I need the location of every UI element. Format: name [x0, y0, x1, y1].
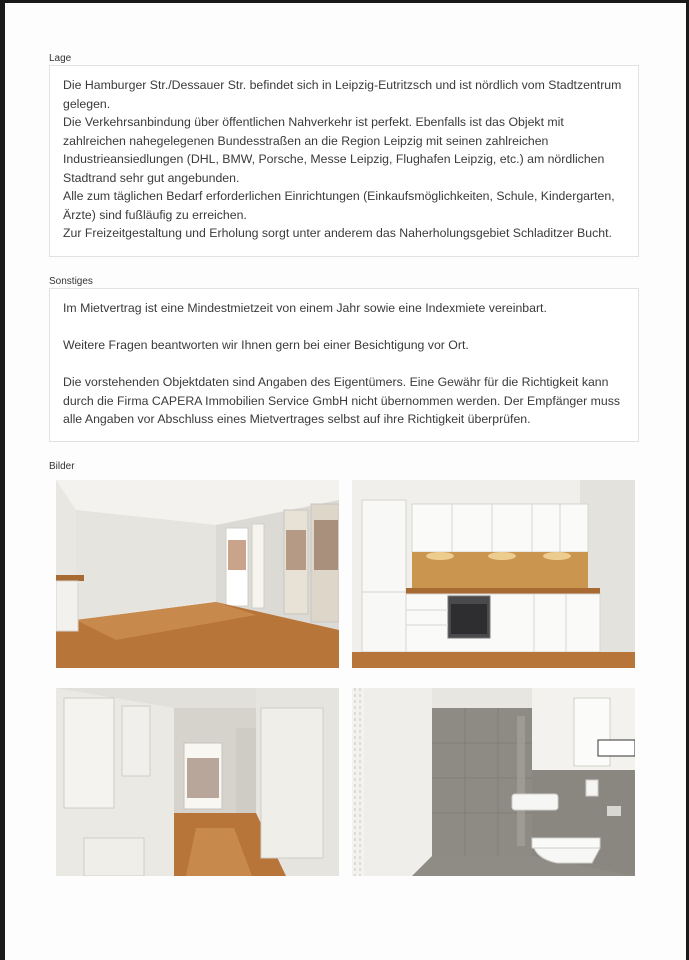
- lage-line: Die Hamburger Str./Dessauer Str. befindet sich in Leipzig-Eutritzsch und ist nördlich vom Stadtzentrum gelegen.: [63, 78, 622, 111]
- lage-line: Die Verkehrsanbindung über öffentlichen Nahverkehr ist perfekt. Ebenfalls ist das Objekt mit zahlreichen nahegelegenen Bundesstraßen an die Region Leipzig mit seinen zahlreichen Industrieansiedlungen (DHL, BMW, Porsche, Messe Leipzig, Flughafen Leipzig, etc.) am nördlichen Stadtrand sehr gut angebunden.: [63, 115, 605, 185]
- section-label-sonstiges: Sonstiges: [49, 276, 93, 287]
- lage-text-box: [49, 65, 639, 257]
- sonstiges-paragraph: Im Mietvertrag ist eine Mindestmietzeit von einem Jahr sowie eine Indexmiete vereinbart.: [63, 301, 547, 315]
- section-label-bilder: Bilder: [49, 461, 75, 472]
- photo-living-room[interactable]: [56, 480, 339, 668]
- photo-bathroom[interactable]: [352, 688, 635, 876]
- lage-line: Zur Freizeitgestaltung und Erholung sorgt unter anderem das Naherholungsgebiet Schladitzer Bucht.: [63, 226, 612, 240]
- section-label-lage: Lage: [49, 53, 72, 64]
- sonstiges-paragraph: Die vorstehenden Objektdaten sind Angaben des Eigentümers. Eine Gewähr für die Richtigkeit kann durch die Firma CAPERA Immobilien Service GmbH nicht übernommen werden. Der Empfänger muss alle Angaben vor Abschluss eines Mietvertrages selbst auf ihre Richtigkeit überprüfen.: [63, 375, 620, 426]
- photo-hallway[interactable]: [56, 688, 339, 876]
- photo-kitchen[interactable]: [352, 480, 635, 668]
- lage-line: Alle zum täglichen Bedarf erforderlichen Einrichtungen (Einkaufsmöglichkeiten, Schule, Kindergarten, Ärzte) sind fußläufig zu erreichen.: [63, 189, 615, 222]
- expose-page: [5, 3, 686, 960]
- sonstiges-paragraph: Weitere Fragen beantworten wir Ihnen gern bei einer Besichtigung vor Ort.: [63, 338, 469, 352]
- sonstiges-text-box: [49, 288, 639, 442]
